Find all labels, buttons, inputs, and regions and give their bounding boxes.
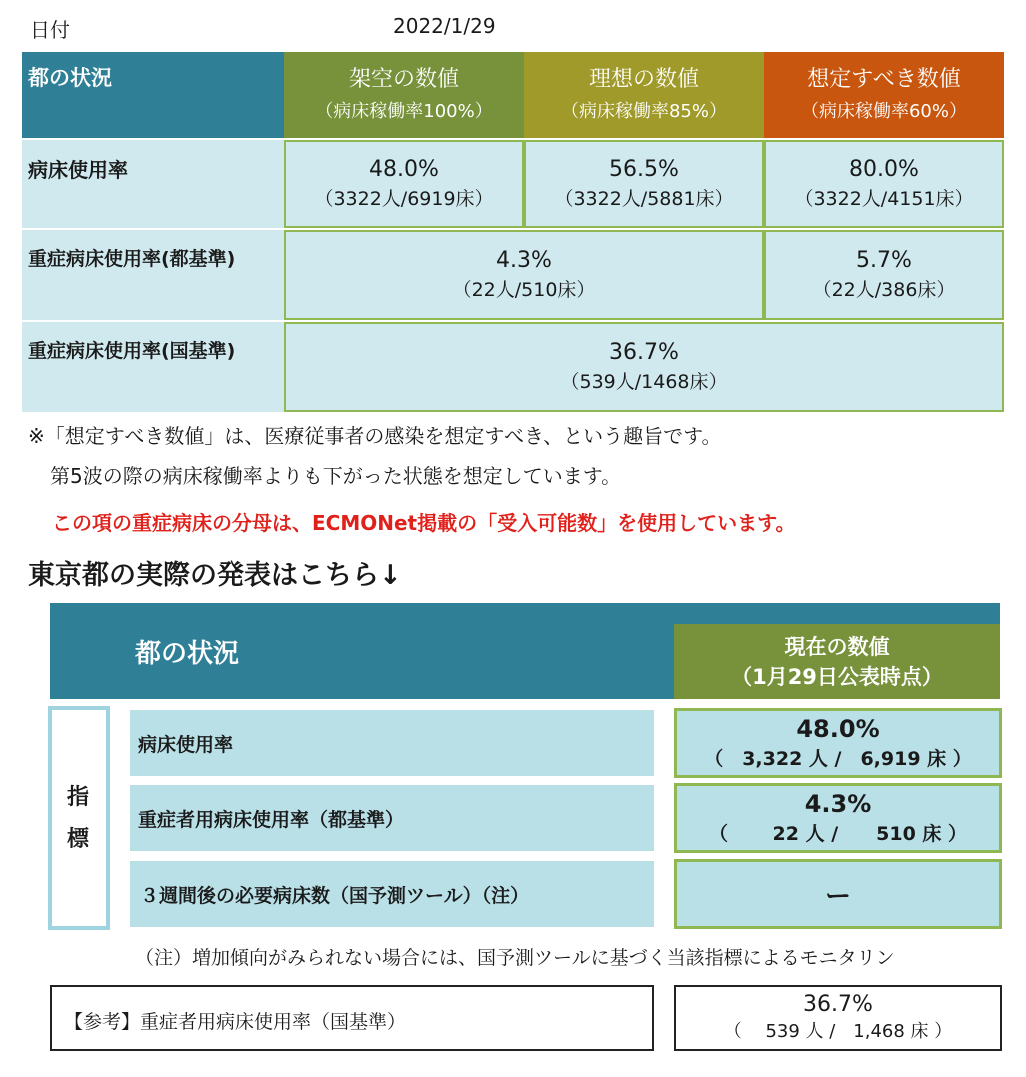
table-header-status [22, 52, 284, 138]
table-header-col3 [764, 52, 1004, 138]
note-line-1: ※「想定すべき数値」は、医療従事者の感染を想定すべき、という趣旨です。 [28, 424, 722, 448]
reference-detail: （ 539 人 / 1,468 床 ） [723, 1021, 953, 1042]
date-label: 日付 [30, 18, 70, 42]
row-label-severe-national [22, 322, 284, 412]
cell-value: 80.0% [849, 157, 919, 182]
col3-title: 想定すべき数値 [807, 67, 961, 92]
cell-detail: （22人/386床） [812, 279, 956, 301]
header-status-label: 都の状況 [28, 66, 112, 90]
reference-value: 36.7% [803, 992, 873, 1017]
row-label-severe-tokyo [22, 230, 284, 320]
row-label-text: 病床使用率 [28, 158, 128, 182]
cell-value: 4.3% [496, 248, 552, 273]
row-label-bed-usage [22, 140, 284, 228]
col2-sub: （病床稼働率85%） [560, 101, 727, 122]
cell-detail: （22人/510床） [452, 279, 596, 301]
cell-value: 56.5% [609, 157, 679, 182]
note-line-2: 第5波の際の病床稼働率よりも下がった状態を想定しています。 [50, 464, 622, 488]
official-value: 48.0% [796, 715, 880, 743]
cell-bed-usage-col1 [284, 140, 524, 228]
official-header-title: 都の状況 [135, 639, 240, 669]
official-value: 4.3% [804, 790, 872, 818]
reference-label: 【参考】重症者用病床使用率（国基準） [64, 1011, 407, 1033]
now-line-1: 現在の数値 [784, 634, 890, 659]
col1-title: 架空の数値 [348, 67, 459, 92]
official-detail: （ 22 人 / 510 床 ） [708, 823, 968, 845]
cell-severe-tokyo-col12 [284, 230, 764, 320]
cell-severe-national [284, 322, 1004, 412]
cell-value: 5.7% [856, 248, 912, 273]
official-row-severe-tokyo [130, 785, 654, 851]
now-value-header [674, 624, 1000, 699]
row-label-text: 重症病床使用率(国基準) [28, 340, 236, 362]
official-row-label: ３週間後の必要病床数（国予測ツール）（注） [140, 885, 530, 907]
now-line-2: （1月29日公表時点） [731, 664, 943, 689]
official-value: ー [824, 881, 851, 912]
cell-severe-tokyo-col3 [764, 230, 1004, 320]
official-value-required-beds [674, 859, 1002, 929]
cell-detail: （3322人/4151床） [794, 188, 974, 210]
cell-bed-usage-col2 [524, 140, 764, 228]
col1-sub: （病床稼働率100%） [315, 101, 493, 122]
official-detail: （ 3,322 人 / 6,919 床 ） [704, 748, 972, 770]
cell-detail: （539人/1468床） [560, 371, 728, 393]
official-row-label: 重症者用病床使用率（都基準） [138, 809, 405, 831]
date-value: 2022/1/29 [393, 14, 496, 38]
note-red: この項の重症病床の分母は、ECMONet掲載の「受入可能数」を使用しています。 [52, 511, 796, 535]
official-row-label: 病床使用率 [138, 734, 234, 756]
col3-sub: （病床稼働率60%） [800, 101, 967, 122]
official-value-bed-usage [674, 708, 1002, 778]
official-value-severe-tokyo [674, 783, 1002, 853]
official-row-required-beds [130, 861, 654, 927]
reference-value-box [674, 985, 1002, 1051]
indicator-label-1: 指 [67, 785, 90, 810]
cell-detail: （3322人/6919床） [314, 188, 494, 210]
indicator-side-box [48, 706, 110, 930]
cell-value: 36.7% [609, 340, 679, 365]
official-footnote: （注）増加傾向がみられない場合には、国予測ツールに基づく当該指標によるモニタリン [135, 947, 895, 969]
section-heading: 東京都の実際の発表はこちら↓ [28, 560, 402, 591]
indicator-label-2: 標 [67, 827, 90, 852]
cell-detail: （3322人/5881床） [554, 188, 734, 210]
col2-title: 理想の数値 [588, 67, 699, 92]
table-header-col1 [284, 52, 524, 138]
row-label-text: 重症病床使用率(都基準) [28, 248, 236, 270]
reference-label-box [50, 985, 654, 1051]
table-header-col2 [524, 52, 764, 138]
official-row-bed-usage [130, 710, 654, 776]
cell-value: 48.0% [369, 157, 439, 182]
cell-bed-usage-col3 [764, 140, 1004, 228]
